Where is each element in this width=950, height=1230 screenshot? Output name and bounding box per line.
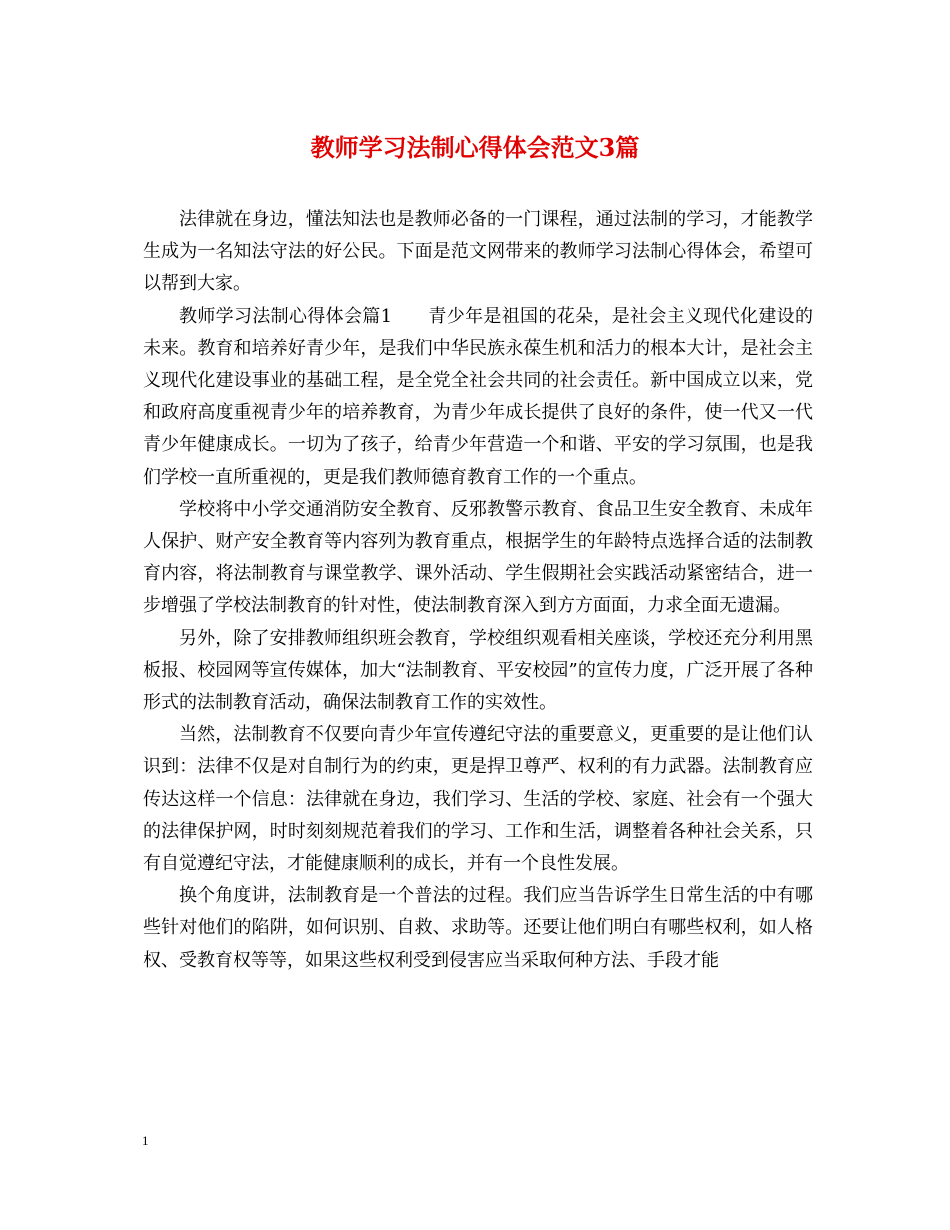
section-heading: 教师学习法制心得体会篇1 bbox=[179, 305, 393, 327]
page-number: 1 bbox=[142, 1133, 149, 1148]
section-1-paragraph bbox=[143, 301, 813, 494]
paragraph-law-awareness: 当然，法制教育不仅要向青少年宣传遵纪守法的重要意义，更重要的是让他们认识到：法律不仅是对自制行为的约束，更是捍卫尊严、权利的有力武器。法制教育应传达这样一个信息：法律就在身边，我们学习、生活的学校、家庭、社会有一个强大的法律保护网，时时刻刻规范着我们的学习、工作和生活，调整着各种社会关系，只有自觉遵纪守法，才能健康顺利的成长，并有一个良性发展。 bbox=[143, 724, 813, 875]
paragraph-legal-popularization: 换个角度讲，法制教育是一个普法的过程。我们应当告诉学生日常生活的中有哪些针对他们的陷阱，如何识别、自救、求助等。还要让他们明白有哪些权利，如人格权、受教育权等等，如果这些权利受到侵害应当采取何种方法、手段才能 bbox=[143, 885, 813, 971]
intro-paragraph: 法律就在身边，懂法知法也是教师必备的一门课程，通过法制的学习，才能教学生成为一名知法守法的好公民。下面是范文网带来的教师学习法制心得体会，希望可以帮到大家。 bbox=[143, 209, 813, 295]
section-1-text: 青少年是祖国的花朵，是社会主义现代化建设的未来。教育和培养好青少年，是我们中华民族永葆生机和活力的根本大计，是社会主义现代化建设事业的基础工程，是全党全社会共同的社会责任。新中国成立以来，党和政府高度重视青少年的培养教育，为青少年成长提供了良好的条件，使一代又一代青少年健康成长。一切为了孩子，给青少年营造一个和谐、平安的学习氛围，也是我们学校一直所重视的，更是我们教师德育教育工作的一个重点。 bbox=[143, 305, 813, 488]
document-body bbox=[143, 204, 813, 977]
document-title: 教师学习法制心得体会范文3篇 bbox=[310, 133, 640, 162]
paragraph-school-safety: 学校将中小学交通消防安全教育、反邪教警示教育、食品卫生安全教育、未成年人保护、财产安全教育等内容列为教育重点，根据学生的年龄特点选择合适的法制教育内容，将法制教育与课堂教学、课外活动、学生假期社会实践活动紧密结合，进一步增强了学校法制教育的针对性，使法制教育深入到方方面面，力求全面无遗漏。 bbox=[143, 498, 813, 617]
paragraph-publicity: 另外，除了安排教师组织班会教育，学校组织观看相关座谈，学校还充分利用黑板报、校园网等宣传媒体，加大“法制教育、平安校园”的宣传力度，广泛开展了各种形式的法制教育活动，确保法制教育工作的实效性。 bbox=[143, 627, 813, 714]
